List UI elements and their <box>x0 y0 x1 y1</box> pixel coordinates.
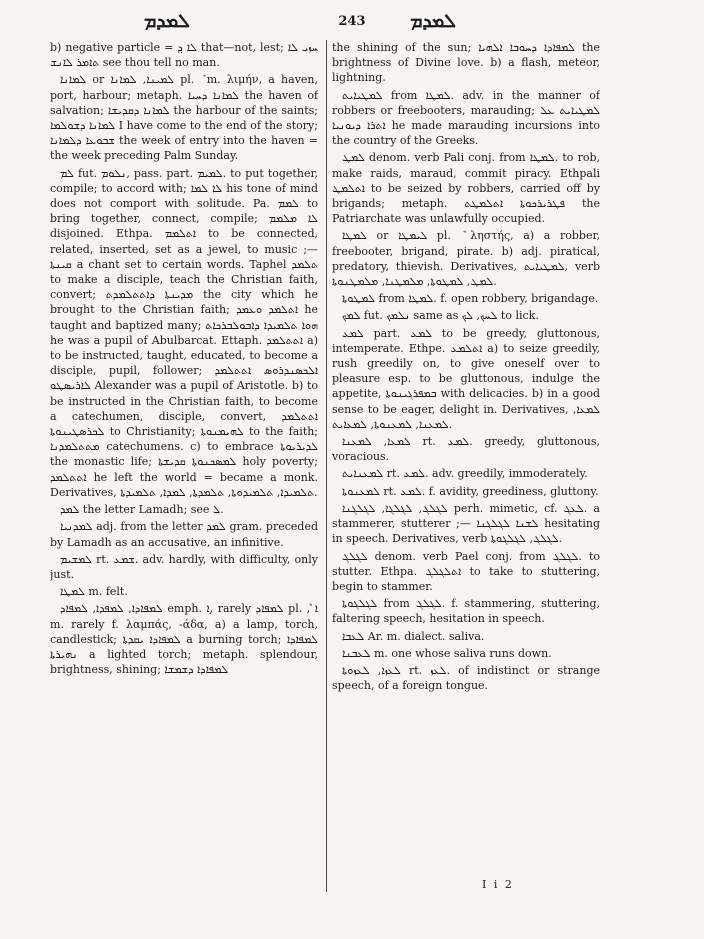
column-divider <box>326 40 327 892</box>
entry-paragraph: b) negative particle = ܠܐ ܕ݂ that—not, lest; ܚܙܝ ܠܐ ܬܐܡܪ ܠܐܢܫ see thou tell no man. <box>50 41 318 70</box>
entry-paragraph: ܠܥܒܐ Ar. m. dialect. saliva. <box>342 629 485 643</box>
header-left-word: ܠܡܕܡ <box>144 10 190 32</box>
entry-paragraph: ܠܡܛܐ m. felt. <box>60 585 128 599</box>
entry-paragraph: ܠܡܛܝܐܝܬ from ܠܡܛܐ. adv. in the manner of robbers or freebooters, marauding; ܠܡܛܝܐܝܬ ܥܠ ܐܬܪܐ ܕܝܘܢܝܐ he made marauding incursions into the country of the Greeks. <box>332 88 600 148</box>
page-number: 243 <box>338 14 366 29</box>
signature-mark: I i 2 <box>482 878 514 891</box>
entry-paragraph: ܠܡܛܐ or ܠܝܡܛܐ pl. ܶ‍ ληστής, a) a robber, freebooter, brigand, pirate. b) adj. piratical, predatory, thievish. Derivatives, ܠܡܛܝܐܝܬ, verb ܠܡܛ, ܠܡܛܘܬܐ, ܡܠܡܛܢܐ, ܡܠܡܛܢܘܬܐ. <box>332 229 600 289</box>
entry-paragraph: ܠܡܦܐܕܐ, ܠܡܦܕܐ, ܠܡܦܐܕ emph. ܐ݂, rarely ܠܡܦܐܕ pl. ܶ‍, ܐ݂ m. rarely f. λαμπάς, -άδα, a) a lamp, torch, candlestick; ܠܡܦܐܕܐ ܝܩܕܬܐ a burning torch; ܠܡܦܐܕܐ ܢܗܝܪܬܐ a lighted torch; metaph. splendour, brightness, shining; ܠܡܦܐܕܐ ܕܫܡܫܐ <box>50 602 318 677</box>
entry-paragraph: ܠܡܕ the letter Lamadh; see ܠ. <box>60 503 224 517</box>
entry-paragraph: ܠܓܠܓ denom. verb Pael conj. from ܠܓܠܓ. to stutter. Ethpa. ܐܬܠܓܠܓ to take to stuttering, begin to stammer. <box>332 549 600 593</box>
entry-paragraph: ܠܡ fut. ܢܠܘܡ, pass. part. ܠܡܝܡ. to put together, compile; to accord with; ܠܐ ܠܡܐ his tone of mind does not comport with solitude. Pa. ܠܡܡ to bring together, connect, compile; ܠܐ ܡܠܡܡ disjoined. Ethpa. ܐܬܠܡܡ to be connected, related, inserted, set as a jewel, to music ;— ܩܝܢܬܐ a chant set to certain words. Taphel ܬܠܡܕ to make a disciple, teach the Christian faith, convert; ܡܕܝܢܬܐ ܕܐܬܬܠܡܕܬ the city which he brought to the Christian faith; ܐܬܠܡܕ ܘܥܡܕ he taught and baptized many; ܗܘܐ ܬܠܡܝܕܐ ܕܐܒܘܠܒܪܟܐܬ he was a pupil of Abulbarcat. Ettaph. ܐܬܬܠܡܕ a) to be instructed, taught, educated, to become a disciple, pupil, follower; ܐܠܟܣܢܕܪܘܣ ܐܬܬܠܡܕ ܠܐܪܝܣܛܘ Alexander was a pupil of Aristotle. b) to be instructed in the Christian faith, to become a catechumen, disciple, convert, ܐܬܬܠܡܕ ܠܟܪܣܛܝܢܘܬܐ to Christianity; ܠܗܝܡܢܘܬܐ to the faith; ܡܬܬܠܡܕܢܐ catechumens. c) to embrace ܠܕܝܪܝܘܬܐ the monastic life; ܠܡܣܟܢܘܬܐ ܩܕܝܫܬܐ holy poverty; ܐܬܬܠܡܕ he left the world = became a monk. Derivatives, ܬܠܡܝܕܐ, ܬܠܡܝܕܘܬܐ, ܬܠܡܕܬܐ, ܠܡܕܐ, ܬܠܡܝܕܬܐ. <box>50 166 318 499</box>
entry-paragraph: ܠܡܥܐ, ܠܡܥܢܐ rt. ܠܡܥ. greedy, gluttonous, voracious. <box>332 435 600 464</box>
entry-paragraph: ܠܡܥ part. ܠܡܥ to be greedy, gluttonous, intemperate. Ethpe. ܐܬܠܡܥ a) to seize greedily, rush greedily on, to give oneself over to pleasure esp. to be gluttonous, indulge the appetite, ܒܡܦܪܓܝܢܘܬܐ with delicacies. b) in a good sense to be eager, delight in. Derivatives, ܠܡܥܐ, ܠܡܥܢܐ, ܠܡܥܢܘܬܐ, ܠܡܥܐܝܬ. <box>332 326 600 431</box>
entry-paragraph: ܠܥܙܐ, ܠܥܙܘܬܐ rt. ܠܥܙ. of indistinct or strange speech, of a foreign tongue. <box>332 663 600 693</box>
page-header <box>48 10 656 36</box>
entry-paragraph: ܠܓܠܓ, ܠܓܠܓܐ, ܠܓܠܓܢܐ perh. mimetic, cf. ܠܥܓ. a stammerer, stutterer ;— ܠܫܢܐ ܠܓܠܓܢܐ hesitating in speech. Derivatives, verb ܠܓܠܓ, ܠܓܠܓܘܬܐ. <box>332 501 600 546</box>
entry-paragraph: ܠܡܟ fut. ܢܠܡܟ same as ܠܚܟ, ܠܟ to lick. <box>342 309 539 323</box>
entry-paragraph: ܠܡܛܘܬܐ from ܠܡܛܐ. f. open robbery, brigandage. <box>342 292 599 306</box>
entry-paragraph: ܠܡܐܢܐ or ܠܡܝܢܐ, ܠܡܐܢܐ pl. ܶ‍ m. λιμήν, a haven, port, harbour; metaph. ܠܡܐܢܐ ܕܚܝܐ the haven of salvation; ܠܡܐܢܐ ܕܩܕܝܫܐ the harbour of the saints; ܠܡܐܢܐ ܕܫܘܠܡܐ I have come to the end of the story; ܫܒܘܥܐ ܕܠܡܐܢܐ the week of entry into the haven = the week preceding Palm Sunday. <box>50 73 318 163</box>
entry-paragraph: ܠܡܫܝܡ rt. ܫܡܥ. adv. hardly, with difficulty, only just. <box>50 552 318 581</box>
entry-paragraph: ܠܡܕܢܝܐ adj. from the letter ܠܡܕ gram. preceded by Lamadh as an accusative, an infinitive. <box>50 520 318 549</box>
entry-paragraph: ܠܡܥܢܐܝܬ rt. ܠܡܥ. adv. greedily, immoderately. <box>342 467 588 481</box>
entry-paragraph: ܠܥܒܢܐ m. one whose saliva runs down. <box>342 646 552 660</box>
entry-paragraph: ܠܡܥܢܘܬܐ rt. ܠܡܥ. f. avidity, greediness, gluttony. <box>342 484 599 498</box>
entry-paragraph: ܠܡܛ denom. verb Pali conj. from ܠܡܛܐ. to rob, make raids, maraud, commit piracy. Ethpali ܐܬܠܡܛ to be seized by robbers, carried off by brigands; metaph. ܦܛܪܝܪܟܘܬܐ ܐܬܠܡܛܬ the Patriarchate was unlawfully occupied. <box>332 151 600 226</box>
header-right-word: ܠܡܕܡ <box>410 10 456 32</box>
right-column <box>332 40 600 899</box>
entry-paragraph: the shining of the sun; ܠܡܦܐܕܐ ܕܚܘܒܐ ܐܠܗܝܐ the brightness of Divine love. b) a flash, meteor, lightning. <box>332 41 600 85</box>
left-column <box>50 40 318 899</box>
entry-paragraph: ܠܓܠܓܘܬܐ from ܠܓܠܓ. f. stammering, stuttering, faltering speech, hesitation in speech. <box>332 597 600 626</box>
